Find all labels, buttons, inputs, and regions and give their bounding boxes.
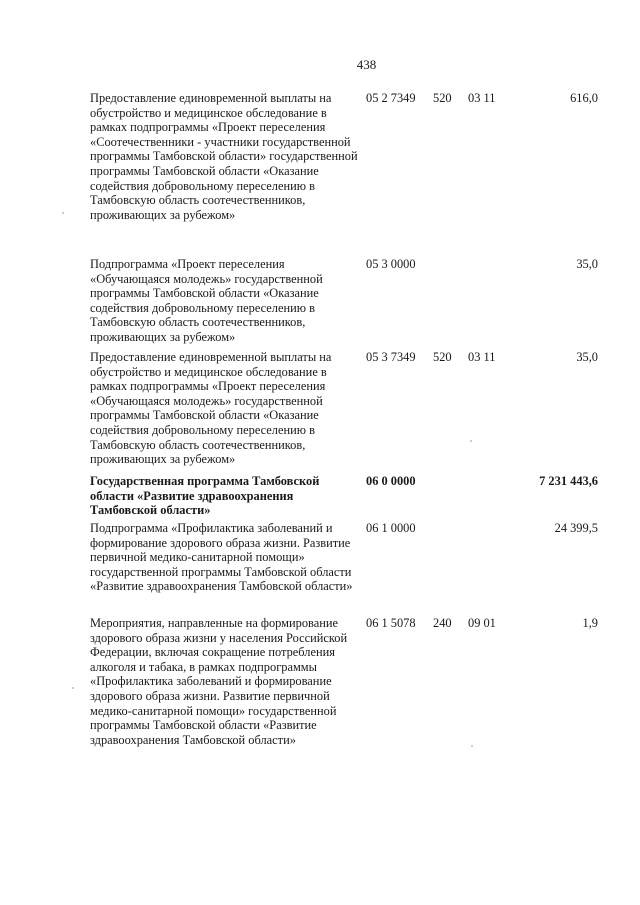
- expense-type-code: 520: [433, 350, 452, 364]
- amount: 616,0: [570, 91, 598, 105]
- target-article-code: 06 1 0000: [366, 521, 416, 535]
- amount: 1,9: [582, 616, 598, 630]
- amount: 24 399,5: [554, 521, 598, 535]
- target-article-code: 05 3 7349: [366, 350, 416, 364]
- scan-speck: [470, 440, 472, 442]
- section-code: 03 11: [468, 350, 496, 364]
- amount: 35,0: [576, 257, 598, 271]
- page-number: 438: [356, 57, 377, 72]
- target-article-code: 05 3 0000: [366, 257, 416, 271]
- amount: 35,0: [576, 350, 598, 364]
- row-name: Предоставление единовременной выплаты на обустройство и медицинское обследование в рамках подпрограммы «Проект переселения «Соотечественники - участники государственной программы Тамбовской области» государственной программы Тамбовской области «Оказание содействия добровольному переселению в Тамбовскую область соотечественников, проживающих за рубежом»: [90, 91, 358, 222]
- scan-speck: [72, 687, 74, 689]
- scan-speck: [62, 212, 64, 214]
- target-article-code: 06 0 0000: [366, 474, 416, 488]
- scan-speck: [471, 745, 473, 747]
- row-name: Подпрограмма «Профилактика заболеваний и формирование здорового образа жизни. Развитие первичной медико-санитарной помощи» государственной программы Тамбовской области «Развитие здравоохранения Тамбовской области»: [90, 521, 353, 594]
- target-article-code: 05 2 7349: [366, 91, 416, 105]
- expense-type-code: 520: [433, 91, 452, 105]
- target-article-code: 06 1 5078: [366, 616, 416, 630]
- section-code: 09 01: [468, 616, 496, 630]
- section-code: 03 11: [468, 91, 496, 105]
- expense-type-code: 240: [433, 616, 452, 630]
- row-name: Предоставление единовременной выплаты на обустройство и медицинское обследование в рамках подпрограммы «Проект переселения «Обучающаяся молодежь» государственной программы Тамбовской области «Оказание содействия добровольному переселению в Тамбовскую область соотечественников, проживающих за рубежом»: [90, 350, 332, 467]
- row-name: Подпрограмма «Проект переселения «Обучающаяся молодежь» государственной программы Тамбовской области «Оказание содействия добровольному переселению в Тамбовскую область соотечественников, проживающих за рубежом»: [90, 257, 323, 344]
- row-name: Мероприятия, направленные на формирование здорового образа жизни у населения Российской Федерации, включая сокращение потребления алкоголя и табака, в рамках подпрограммы «Профилактика заболеваний и формирование здорового образа жизни. Развитие первичной медико-санитарной помощи» государственной программы Тамбовской области «Развитие здравоохранения Тамбовской области»: [90, 616, 348, 747]
- amount: 7 231 443,6: [539, 474, 598, 488]
- row-name: Государственная программа Тамбовской области «Развитие здравоохранения Тамбовской области»: [90, 474, 320, 518]
